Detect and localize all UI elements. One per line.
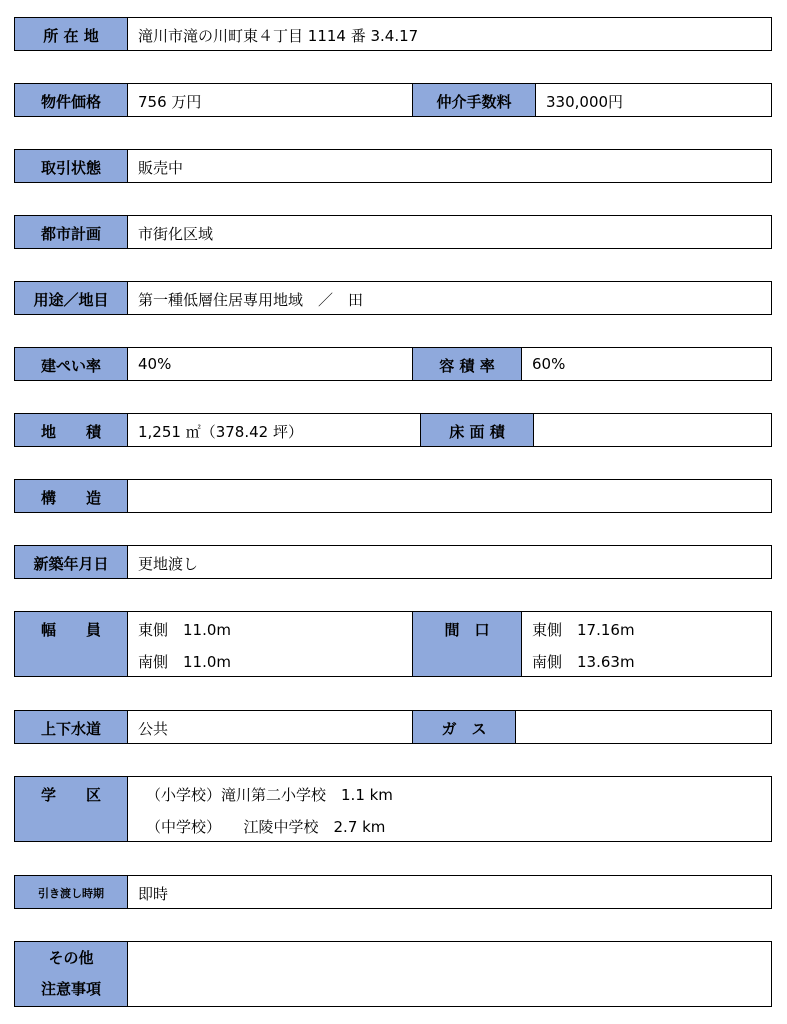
frontage-label: 間 口 — [412, 612, 522, 676]
price-label: 物件価格 — [15, 84, 128, 116]
notes-row — [14, 941, 772, 1007]
handover-row: 引き渡し時期 即時 — [14, 875, 772, 909]
built-row: 新築年月日 更地渡し — [14, 545, 772, 579]
status-row: 取引状態 販売中 — [14, 149, 772, 183]
coverage-label: 建ぺい率 — [15, 348, 128, 380]
price-row: 物件価格 756 万円 仲介手数料 330,000円 — [14, 83, 772, 117]
floor-area-label: 床 面 積 — [420, 414, 534, 446]
land-area-label: 地 積 — [15, 414, 128, 446]
notes-label: その他 注意事項 — [15, 942, 128, 1006]
gas-label: ガ ス — [412, 711, 516, 743]
zoning-label: 用途／地目 — [15, 282, 128, 314]
school-row: 学 区 （小学校）滝川第二小学校 1.1 km （中学校） 江陵中学校 2.7 km — [14, 776, 772, 842]
school-label: 学 区 — [15, 777, 128, 841]
structure-row — [14, 479, 772, 513]
structure-label: 構 造 — [15, 480, 128, 512]
water-label: 上下水道 — [15, 711, 128, 743]
status-label: 取引状態 — [15, 150, 128, 182]
width-row: 幅 員 東側 11.0m 南側 11.0m 間 口 東側 17.16m 南側 13.63m — [14, 611, 772, 677]
location-label: 所 在 地 — [15, 18, 128, 50]
land-area-row: 地 積 1,251 ㎡（378.42 坪） 床 面 積 — [14, 413, 772, 447]
commission-label: 仲介手数料 — [412, 84, 536, 116]
coverage-row: 建ぺい率 40% 容 積 率 60% — [14, 347, 772, 381]
far-label: 容 積 率 — [412, 348, 522, 380]
width-label: 幅 員 — [15, 612, 128, 676]
location-row: 所 在 地 滝川市滝の川町東４丁目 1114 番 3.4.17 — [14, 17, 772, 51]
city-plan-row: 都市計画 市街化区域 — [14, 215, 772, 249]
water-row: 上下水道 公共 ガ ス — [14, 710, 772, 744]
zoning-row: 用途／地目 第一種低層住居専用地域 ／ 田 — [14, 281, 772, 315]
handover-label: 引き渡し時期 — [15, 876, 128, 908]
built-label: 新築年月日 — [15, 546, 128, 578]
city-plan-label: 都市計画 — [15, 216, 128, 248]
